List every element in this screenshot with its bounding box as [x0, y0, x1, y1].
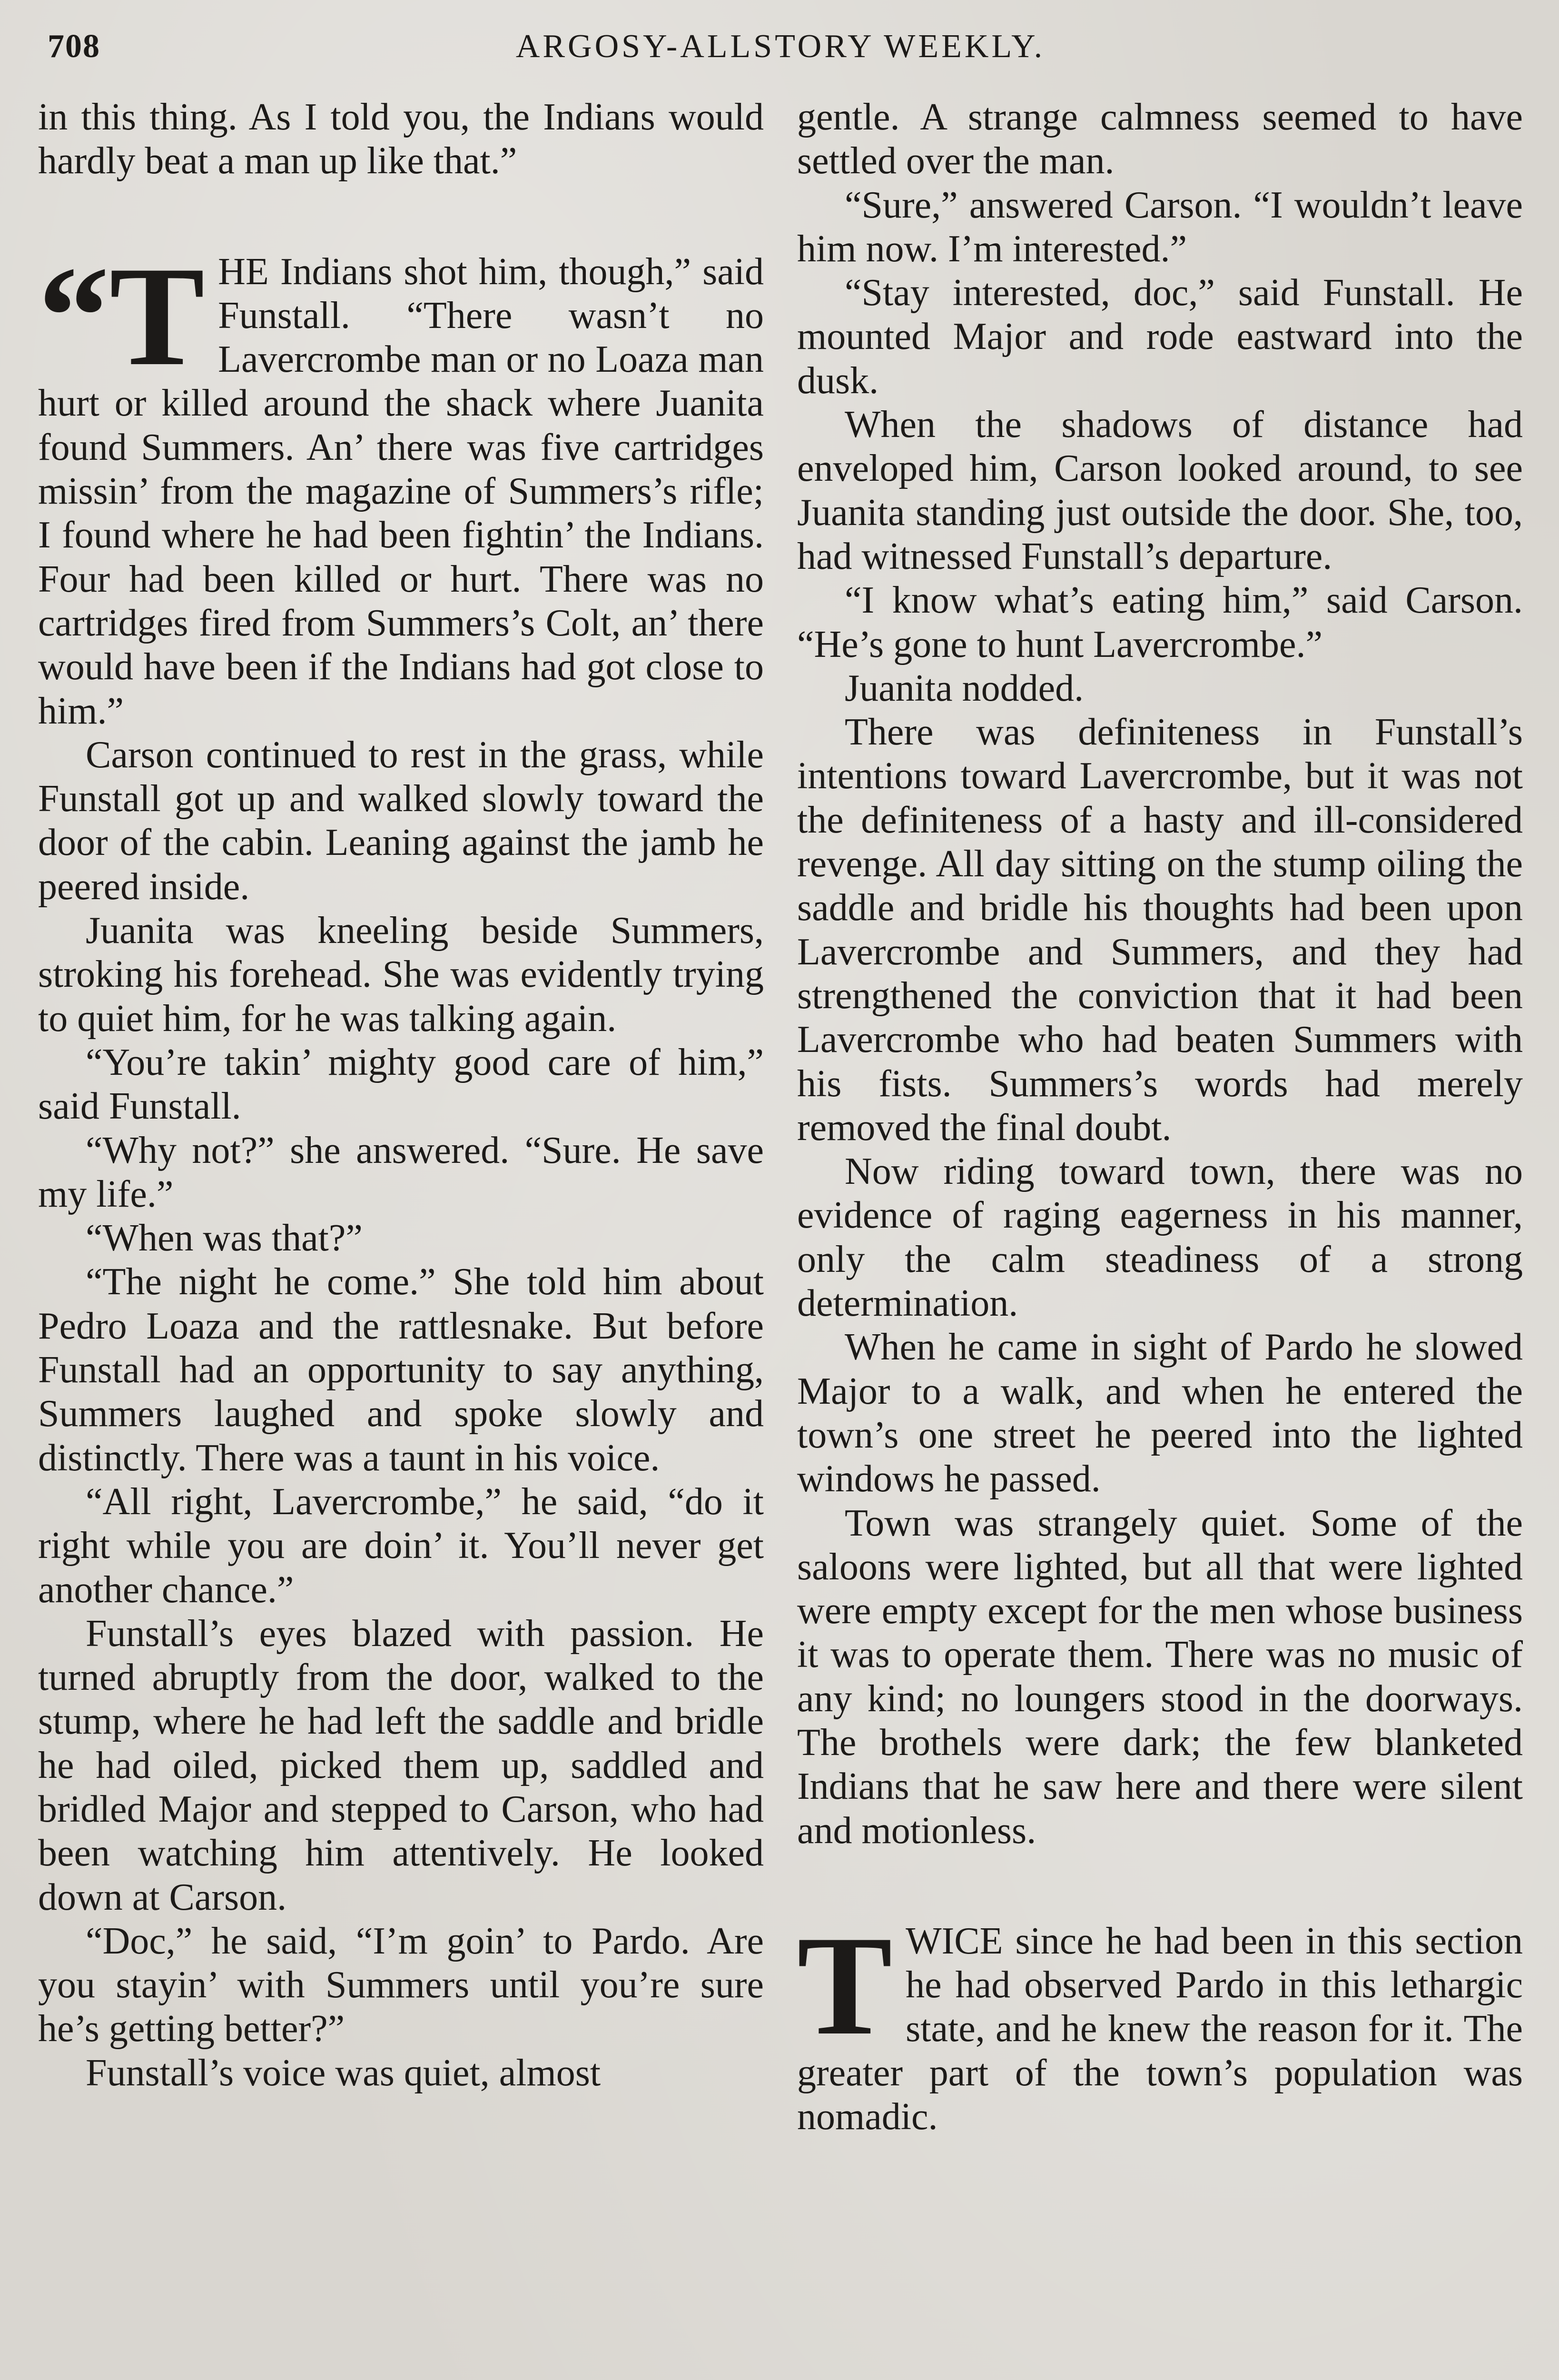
running-title: ARGOSY-ALLSTORY WEEKLY.	[515, 28, 1046, 65]
left-column	[38, 95, 764, 2380]
paragraph: Funstall’s eyes blazed with passion. He turned abruptly from the door, walked to the stump, where he had left the saddle and bridle he had oiled, picked them up, saddled and bridled Major and stepped to Carson, who had been watching him attentively. He looked down at Carson.	[38, 1612, 764, 1918]
paragraph: Carson continued to rest in the grass, while Funstall got up and walked slowly toward the door of the cabin. Leaning against the jamb he peered inside.	[38, 734, 764, 908]
magazine-page	[38, 19, 1523, 2380]
drop-cap: T	[797, 1906, 893, 2064]
paragraph: “The night he come.” She told him about Pedro Loaza and the rattlesnake. But before Funstall had an opportunity to say anything, Summers laughed and spoke slowly and distinctly. There was a taunt in his voice.	[38, 1261, 764, 1479]
section-opening-paragraph	[797, 1906, 1523, 2139]
paragraph: gentle. A strange calmness seemed to have settled over the man.	[797, 96, 1523, 182]
paragraph: “Sure,” answered Carson. “I wouldn’t leave him now. I’m interested.”	[797, 184, 1523, 270]
paragraph: When the shadows of distance had enveloped him, Carson looked around, to see Juanita standing just outside the door. She, too, had witnessed Funstall’s departure.	[797, 404, 1523, 577]
paragraph: Town was strangely quiet. Some of the saloons were lighted, but all that were lighted were empty except for the men whose business it was to operate them. There was no music of any kind; no loungers stood in the doorways. The brothels were dark; the few blanketed Indians that he saw here and there were silent and motionless.	[797, 1502, 1523, 1852]
paragraph: “Stay interested, doc,” said Funstall. He mounted Major and rode eastward into the dusk.	[797, 272, 1523, 402]
page-number: 708	[48, 28, 100, 65]
drop-cap: “T	[38, 237, 205, 395]
paragraph: Juanita nodded.	[845, 667, 1084, 709]
paragraph: “When was that?”	[86, 1217, 363, 1259]
section-opening-paragraph	[38, 237, 764, 733]
page-header	[38, 19, 1523, 81]
paragraph: Funstall’s voice was quiet, almost	[86, 2052, 601, 2094]
paragraph: “Why not?” she answered. “Sure. He save my life.”	[38, 1129, 764, 1215]
paragraph: Juanita was kneeling beside Summers, stroking his forehead. She was evidently trying to quiet him, for he was talking again.	[38, 910, 764, 1040]
right-column	[797, 95, 1523, 2380]
paragraph: in this thing. As I told you, the Indians would hardly beat a man up like that.”	[38, 96, 764, 182]
paragraph: “Doc,” he said, “I’m goin’ to Pardo. Are you stayin’ with Summers until you’re sure he’s getting better?”	[38, 1920, 764, 2050]
paragraph: Now riding toward town, there was no evidence of raging eagerness in his manner, only the calm steadiness of a strong determination.	[797, 1150, 1523, 1325]
paragraph-text: HE Indians shot him, though,” said Funstall. “There wasn’t no Lavercrombe man or no Loaza man hurt or killed around the shack where Juanita found Summers. An’ there was five cartridges missin’ from the magazine of Summers’s rifle; I found where he had been fightin’ the Indians. Four had been killed or hurt. There was no cartridges fired from Summers’s Colt, an’ there would have been if the Indians had got close to him.”	[38, 250, 764, 732]
paragraph: “All right, Lavercrombe,” he said, “do it right while you are doin’ it. You’ll never get another chance.”	[38, 1480, 764, 1611]
paragraph: There was definiteness in Funstall’s intentions toward Lavercrombe, but it was not the definiteness of a hasty and ill-considered revenge. All day sitting on the stump oiling the saddle and bridle his thoughts had been upon Lavercrombe and Summers, and they had strengthened the conviction that it had been Lavercrombe who had beaten Summers with his fists. Summers’s words had merely removed the final doubt.	[797, 711, 1523, 1149]
paragraph: “I know what’s eating him,” said Carson. “He’s gone to hunt Lavercrombe.”	[797, 579, 1523, 665]
paragraph-text: WICE since he had been in this section he had observed Pardo in this lethargic state, and he knew the reason for it. The greater part of the town’s population was nomadic.	[797, 1920, 1523, 2138]
paragraph: “You’re takin’ mighty good care of him,” said Funstall.	[38, 1041, 764, 1128]
text-columns	[38, 95, 1523, 2380]
paragraph: When he came in sight of Pardo he slowed Major to a walk, and when he entered the town’s one street he peered into the lighted windows he passed.	[797, 1326, 1523, 1500]
